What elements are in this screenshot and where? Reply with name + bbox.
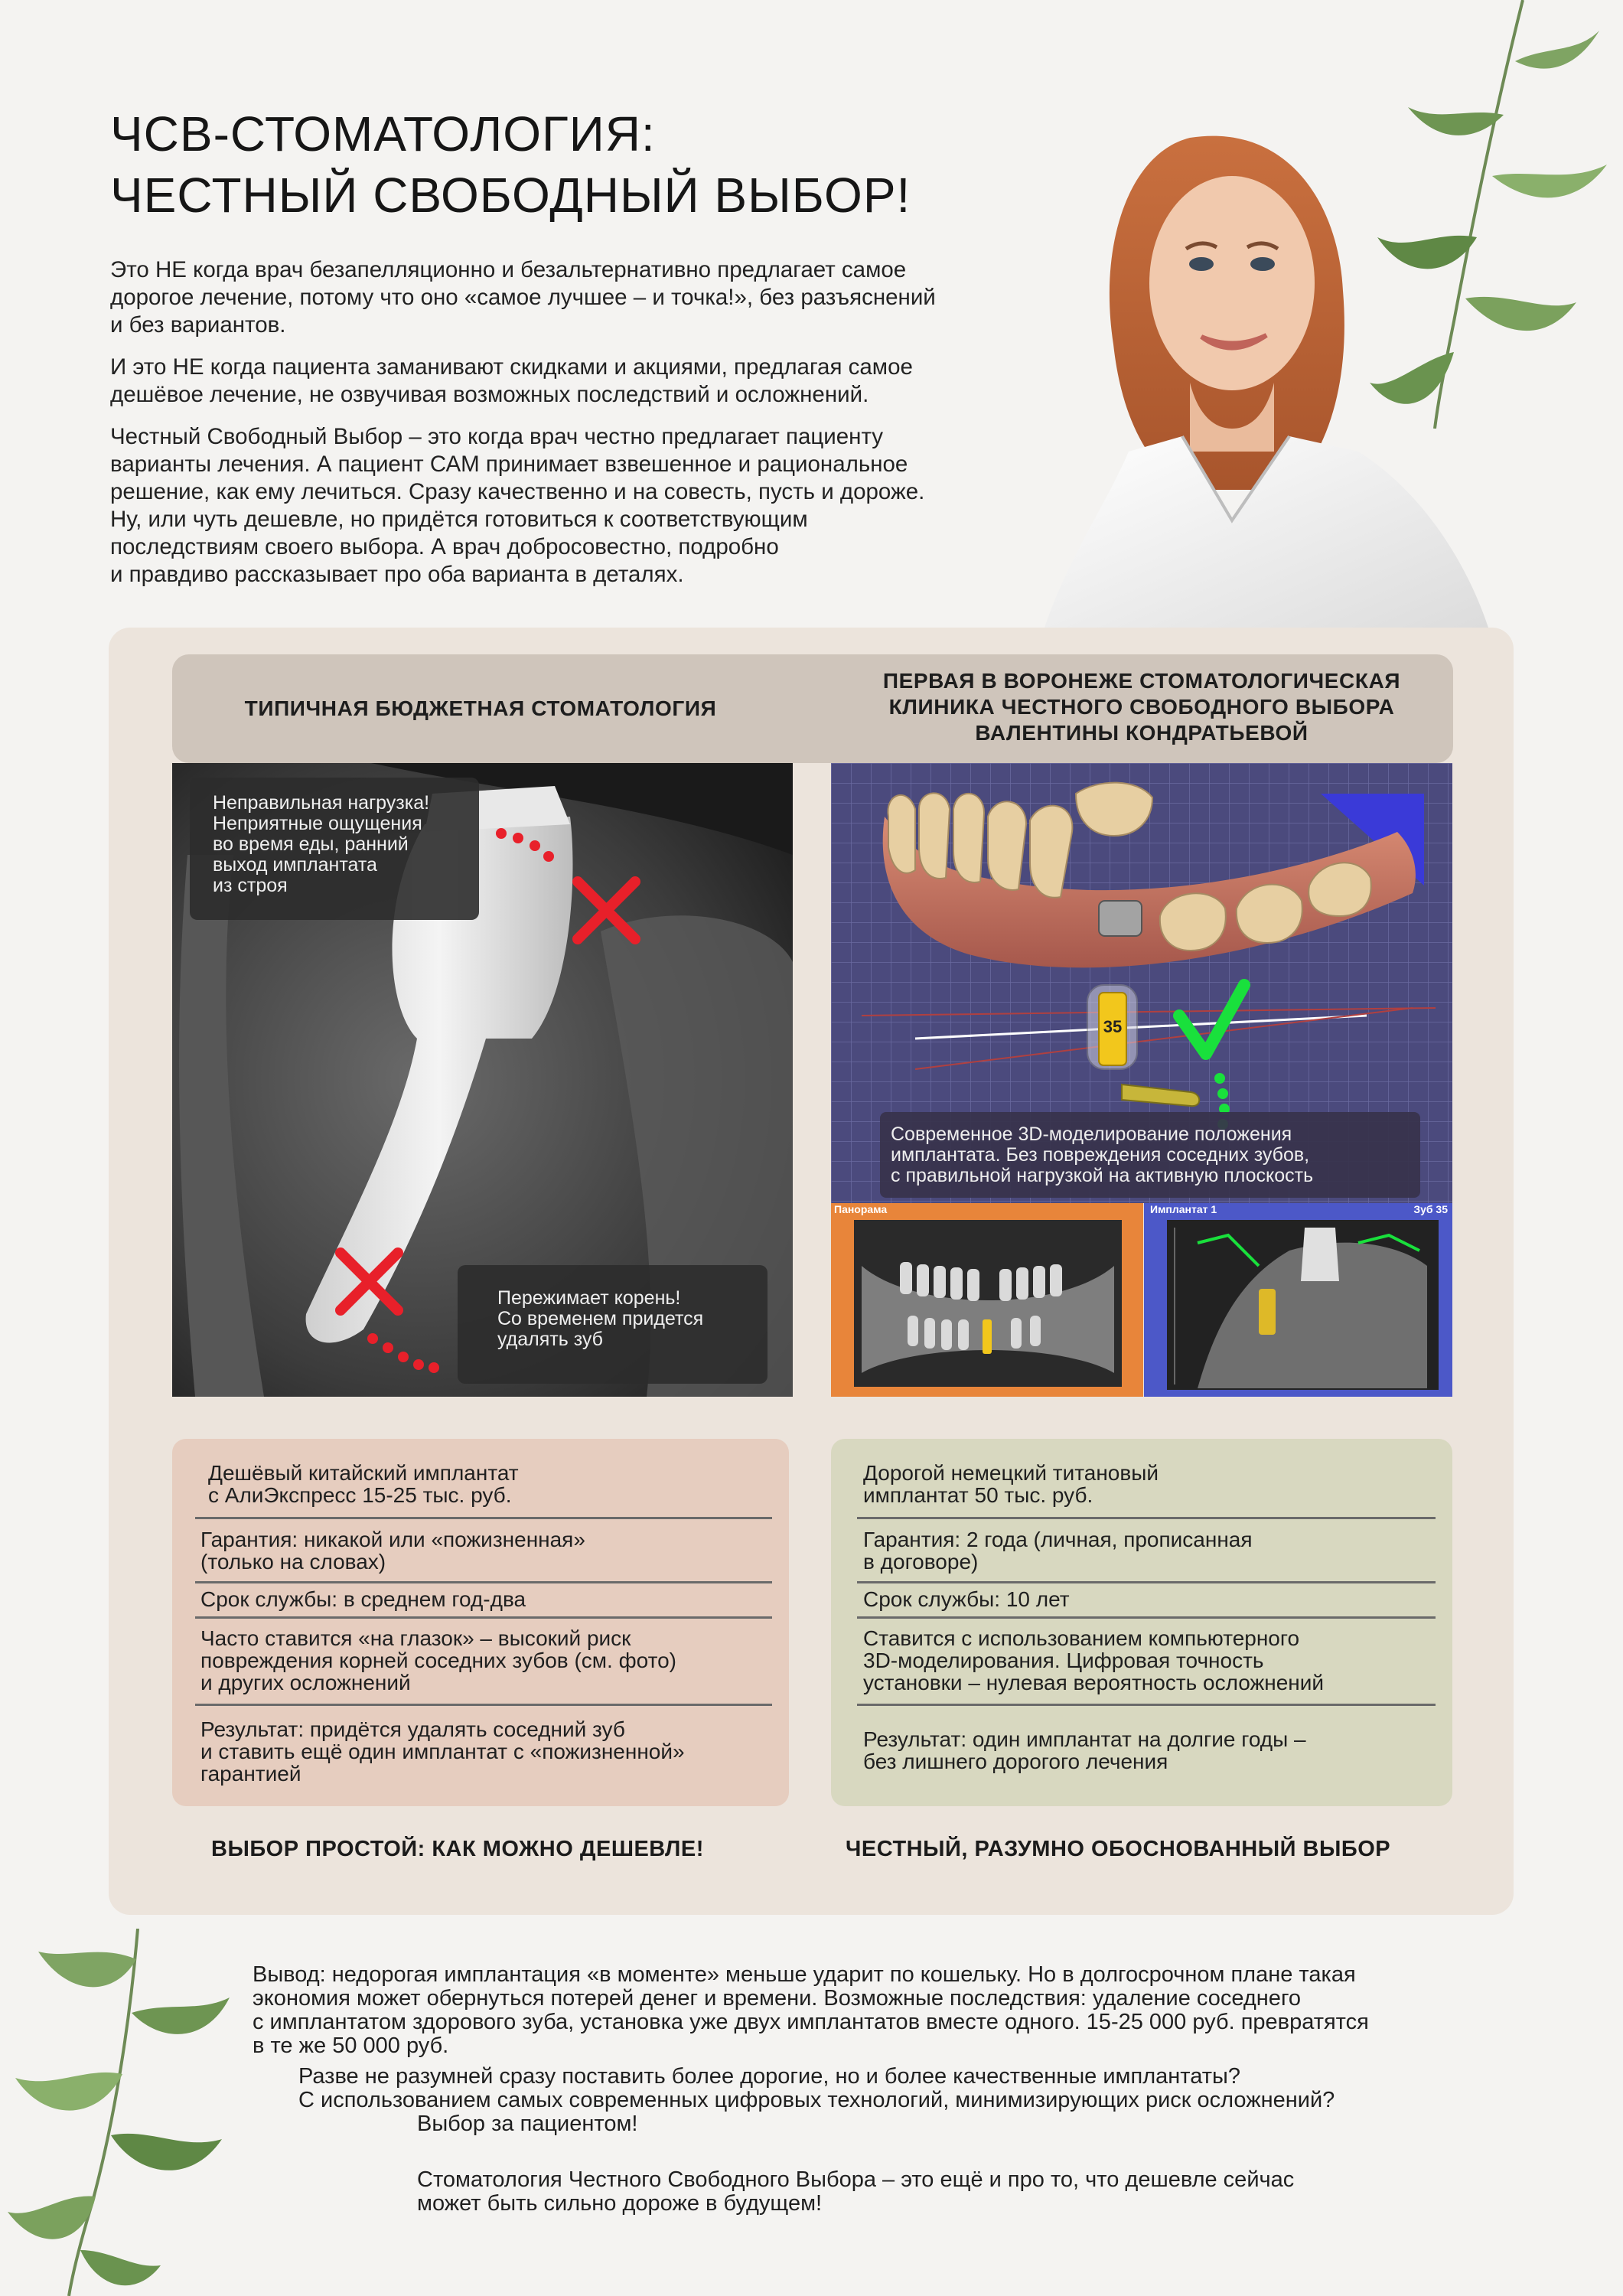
implant-label: Имплантат 1 <box>1150 1203 1217 1215</box>
list-item: Срок службы: 10 лет <box>863 1587 1070 1611</box>
divider <box>195 1581 772 1583</box>
conclusion-choice: Выбор за пациентом! <box>417 2112 638 2136</box>
panorama-thumbnail <box>831 1203 1143 1397</box>
divider <box>195 1517 772 1519</box>
xray-callout-wrong-load: Неправильная нагрузка! Неприятные ощущения во время еды, ранний выход имплантата из строя <box>190 778 479 920</box>
conclusion-closing: Стоматология Честного Свободного Выбора – это ещё и про то, что дешевле сейчас может быть сильно дороже в будущем! <box>417 2167 1295 2216</box>
panorama-label: Панорама <box>834 1203 888 1215</box>
implant-section-image <box>1167 1220 1439 1390</box>
3d-model-caption: Современное 3D-моделирование положения имплантата. Без повреждения соседних зубов, с правильной нагрузкой на активную плоскость <box>880 1112 1420 1198</box>
xray-callout-root-pressure: Пережимает корень! Со временем придется удалять зуб <box>458 1265 768 1384</box>
list-item: Ставится с использованием компьютерного 3D-моделирования. Цифровая точность установки – нулевая вероятность осложнений <box>863 1626 1325 1694</box>
title-line: ЧЕСТНЫЙ СВОБОДНЫЙ ВЫБОР! <box>110 168 911 223</box>
doctor-portrait <box>1037 92 1511 628</box>
intro-paragraph-3: Честный Свободный Выбор – это когда врач честно предлагает пациенту варианты лечения. А пациент САМ принимает взвешенное и рациональное решение, как ему лечиться. Сразу качественно и на совесть, пусть и дороже. Ну, или чуть дешевле, но придётся готовиться к соответствующим последствиям своего выбора. А врач добросовестно, подробно и правдиво рассказывает про оба варианта в деталях. <box>110 424 925 587</box>
list-item: Дешёвый китайский имплантат с АлиЭкспресс 15-25 тыс. руб. <box>208 1461 519 1507</box>
list-item: Гарантия: никакой или «пожизненная» (только на словах) <box>200 1528 585 1574</box>
footer-left-choice: ВЫБОР ПРОСТОЙ: КАК МОЖНО ДЕШЕВЛЕ! <box>211 1837 704 1861</box>
list-item: Срок службы: в среднем год-два <box>200 1587 526 1611</box>
list-item: Результат: один имплантат на долгие годы – без лишнего дорогого лечения <box>863 1727 1306 1773</box>
list-item: Часто ставится «на глазок» – высокий риск повреждения корней соседних зубов (см. фото) и других осложнений <box>200 1626 676 1694</box>
page-title <box>110 103 1067 226</box>
list-item: Гарантия: 2 года (личная, прописанная в договоре) <box>863 1528 1253 1574</box>
header-left-budget: ТИПИЧНАЯ БЮДЖЕТНАЯ СТОМАТОЛОГИЯ <box>244 696 717 720</box>
divider <box>195 1616 772 1619</box>
conclusion-paragraph: Вывод: недорогая имплантация «в моменте» меньше ударит по кошельку. Но в долгосрочном плане такая экономия может обернуться потерей денег и времени. Возможные последствия: удаление соседнего с имплантатом здорового зуба, установка уже двух имплантатов вместе одного. 15-25 000 руб. превратятся в те же 50 000 руб. <box>253 1962 1369 2058</box>
conclusion-questions: Разве не разумней сразу поставить более дорогие, но и более качественные имплантаты? С использованием самых современных цифровых технологий, минимизирующих риск осложнений? <box>298 2064 1335 2112</box>
divider <box>857 1616 1436 1619</box>
footer-right-choice: ЧЕСТНЫЙ, РАЗУМНО ОБОСНОВАННЫЙ ВЫБОР <box>846 1837 1391 1861</box>
intro-paragraph-1: Это НЕ когда врач безапелляционно и безальтернативно предлагает самое дорогое лечение, потому что оно «самое лучшее – и точка!», без разъяснений и без вариантов. <box>110 257 936 338</box>
title-line: ЧСВ-СТОМАТОЛОГИЯ: <box>110 106 656 161</box>
divider <box>857 1704 1436 1706</box>
tooth-number-35: 35 <box>1103 1017 1123 1036</box>
divider <box>857 1581 1436 1583</box>
implant-section-thumbnail <box>1144 1203 1452 1397</box>
divider <box>195 1704 772 1706</box>
list-item: Результат: придётся удалять соседний зуб и ставить ещё один имплантат с «пожизненной» гарантией <box>200 1717 685 1786</box>
header-right-clinic: ПЕРВАЯ В ВОРОНЕЖЕ СТОМАТОЛОГИЧЕСКАЯ КЛИНИКА ЧЕСТНОГО СВОБОДНОГО ВЫБОРА ВАЛЕНТИНЫ КОНДРАТЬЕВОЙ <box>882 669 1401 745</box>
divider <box>857 1517 1436 1519</box>
intro-paragraph-2: И это НЕ когда пациента заманивают скидками и акциями, предлагая самое дешёвое лечение, не озвучивая возможных последствий и осложнений. <box>110 354 913 407</box>
leaf-branch-bottom-decoration <box>0 1929 260 2296</box>
panorama-xray-image <box>854 1220 1122 1387</box>
list-item: Дорогой немецкий титановый имплантат 50 тыс. руб. <box>863 1461 1159 1507</box>
tooth-label: Зуб 35 <box>1413 1203 1448 1215</box>
